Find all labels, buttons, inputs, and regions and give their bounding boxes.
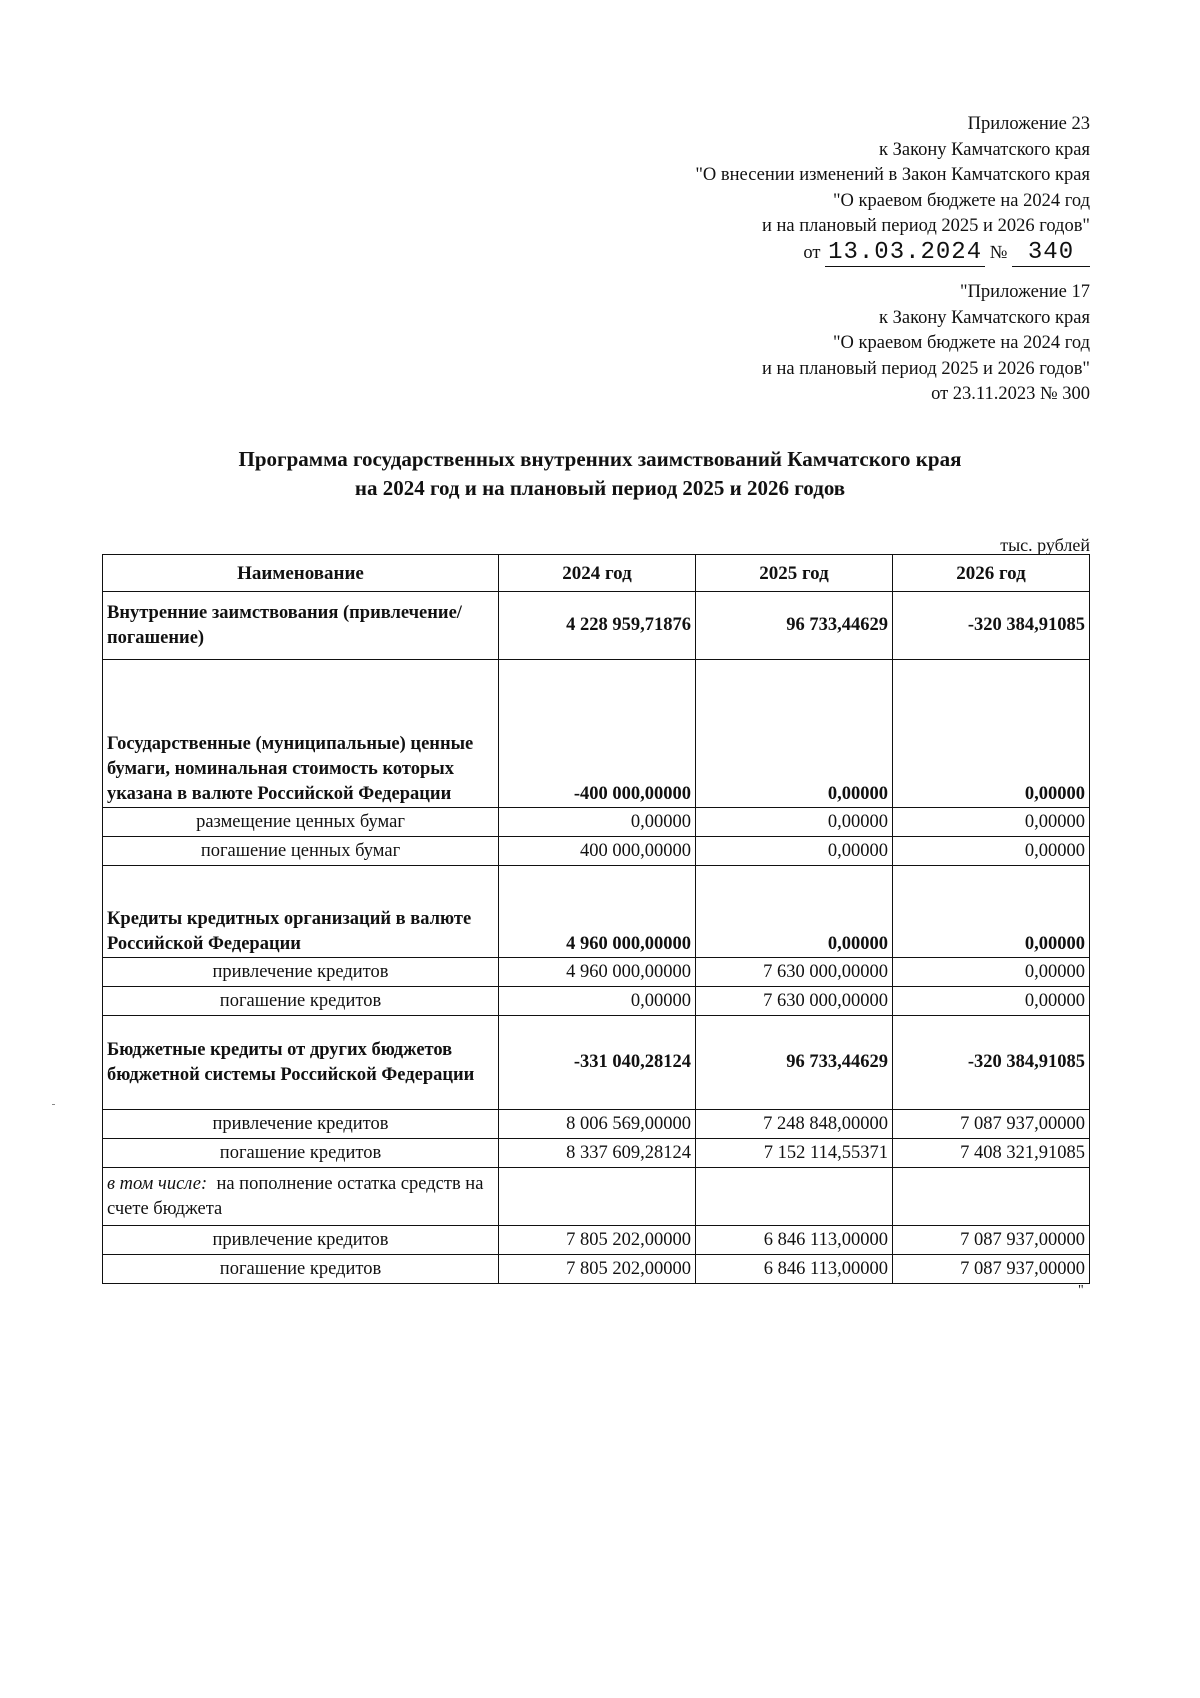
row-name: Внутренние заимствования (привлечение/погашение) xyxy=(103,592,499,660)
cell-2026: 0,00000 xyxy=(893,837,1090,866)
row-name xyxy=(103,1168,499,1226)
title-line-1: Программа государственных внутренних заимствований Камчатского края xyxy=(238,447,962,471)
table-row xyxy=(103,837,1090,866)
row-name-italic: в том числе: xyxy=(107,1173,208,1194)
date-prefix: от xyxy=(803,242,821,263)
cell-2025: 6 846 113,00000 xyxy=(696,1226,893,1255)
date-value: 13.03.2024 xyxy=(825,240,985,267)
cell-2025: 7 630 000,00000 xyxy=(696,958,893,987)
row-name: привлечение кредитов xyxy=(103,958,499,987)
table-row xyxy=(103,1226,1090,1255)
header-line: "О краевом бюджете на 2024 год xyxy=(832,333,1090,354)
row-name: привлечение кредитов xyxy=(103,1226,499,1255)
cell-2026: -320 384,91085 xyxy=(893,592,1090,660)
column-header-name: Наименование xyxy=(103,555,499,592)
row-name: погашение кредитов xyxy=(103,1139,499,1168)
table-row-including xyxy=(103,1168,1090,1226)
cell-2026: 7 087 937,00000 xyxy=(893,1110,1090,1139)
row-name: погашение кредитов xyxy=(103,987,499,1016)
header-line: и на плановый период 2025 и 2026 годов" xyxy=(761,358,1090,379)
header-line: "О краевом бюджете на 2024 год xyxy=(832,190,1090,211)
cell-2025: 7 152 114,55371 xyxy=(696,1139,893,1168)
table-row xyxy=(103,808,1090,837)
column-header-2025: 2025 год xyxy=(696,555,893,592)
cell-2025: 0,00000 xyxy=(696,837,893,866)
cell-2024: 8 337 609,28124 xyxy=(499,1139,696,1168)
document-title xyxy=(0,445,1200,503)
cell-2025: 0,00000 xyxy=(696,660,893,808)
row-name: Государственные (муниципальные) ценные бумаги, номинальная стоимость которых указана в валюте Российской Федерации xyxy=(103,660,499,808)
cell-2026: 0,00000 xyxy=(893,660,1090,808)
row-name: размещение ценных бумаг xyxy=(103,808,499,837)
header-line: и на плановый период 2025 и 2026 годов" xyxy=(761,216,1090,237)
number-sign: № xyxy=(989,242,1008,263)
title-line-2: на 2024 год и на плановый период 2025 и 2026 годов xyxy=(354,476,846,500)
cell-2025: 96 733,44629 xyxy=(696,592,893,660)
cell-2024: -400 000,00000 xyxy=(499,660,696,808)
cell-2024: 7 805 202,00000 xyxy=(499,1226,696,1255)
cell-2024: 4 960 000,00000 xyxy=(499,866,696,958)
cell-2026: 7 087 937,00000 xyxy=(893,1255,1090,1284)
closing-quote: " xyxy=(1078,1283,1084,1298)
row-name: Бюджетные кредиты от других бюджетов бюджетной системы Российской Федерации xyxy=(103,1016,499,1110)
cell-2026: -320 384,91085 xyxy=(893,1016,1090,1110)
header-date-line xyxy=(695,240,1090,267)
cell-2024: 4 228 959,71876 xyxy=(499,592,696,660)
row-name: погашение кредитов xyxy=(103,1255,499,1284)
cell-2026 xyxy=(893,1168,1090,1226)
table-row xyxy=(103,1139,1090,1168)
column-header-2024: 2024 год xyxy=(499,555,696,592)
table-row xyxy=(103,958,1090,987)
table-row-total xyxy=(103,592,1090,660)
header-line: к Закону Камчатского края xyxy=(879,307,1090,328)
row-name: Кредиты кредитных организаций в валюте Российской Федерации xyxy=(103,866,499,958)
table-row xyxy=(103,987,1090,1016)
cell-2024: 8 006 569,00000 xyxy=(499,1110,696,1139)
header-line: Приложение 23 xyxy=(967,114,1090,134)
table-row xyxy=(103,1255,1090,1284)
cell-2025: 0,00000 xyxy=(696,808,893,837)
table-row-securities xyxy=(103,660,1090,808)
header-line: от 23.11.2023 № 300 xyxy=(931,384,1090,405)
scan-speck xyxy=(52,1104,55,1105)
cell-2024: 7 805 202,00000 xyxy=(499,1255,696,1284)
cell-2025: 0,00000 xyxy=(696,866,893,958)
table-header-row xyxy=(103,555,1090,592)
row-name: погашение ценных бумаг xyxy=(103,837,499,866)
cell-2024 xyxy=(499,1168,696,1226)
cell-2024: -331 040,28124 xyxy=(499,1016,696,1110)
cell-2026: 7 408 321,91085 xyxy=(893,1139,1090,1168)
cell-2025: 7 630 000,00000 xyxy=(696,987,893,1016)
units-label: тыс. рублей xyxy=(1000,535,1090,555)
row-name: привлечение кредитов xyxy=(103,1110,499,1139)
cell-2026: 0,00000 xyxy=(893,987,1090,1016)
header-line: "О внесении изменений в Закон Камчатского края xyxy=(695,165,1090,186)
cell-2026: 7 087 937,00000 xyxy=(893,1226,1090,1255)
appendix-17-header xyxy=(762,280,1090,408)
table-row xyxy=(103,1110,1090,1139)
cell-2024: 4 960 000,00000 xyxy=(499,958,696,987)
cell-2026: 0,00000 xyxy=(893,808,1090,837)
cell-2026: 0,00000 xyxy=(893,958,1090,987)
cell-2025 xyxy=(696,1168,893,1226)
cell-2025: 6 846 113,00000 xyxy=(696,1255,893,1284)
cell-2025: 7 248 848,00000 xyxy=(696,1110,893,1139)
column-header-2026: 2026 год xyxy=(893,555,1090,592)
row-name-text: на пополнение остатка средств на счете бюджета xyxy=(107,1173,484,1219)
header-line: к Закону Камчатского края xyxy=(879,139,1090,160)
header-line: "Приложение 17 xyxy=(960,282,1090,302)
cell-2024: 0,00000 xyxy=(499,808,696,837)
borrowing-table xyxy=(102,554,1090,1284)
table-row-budget-credits xyxy=(103,1016,1090,1110)
cell-2025: 96 733,44629 xyxy=(696,1016,893,1110)
cell-2024: 0,00000 xyxy=(499,987,696,1016)
appendix-23-header xyxy=(695,112,1090,267)
cell-2024: 400 000,00000 xyxy=(499,837,696,866)
table-row-bank-credits xyxy=(103,866,1090,958)
number-value: 340 xyxy=(1012,240,1090,267)
cell-2026: 0,00000 xyxy=(893,866,1090,958)
